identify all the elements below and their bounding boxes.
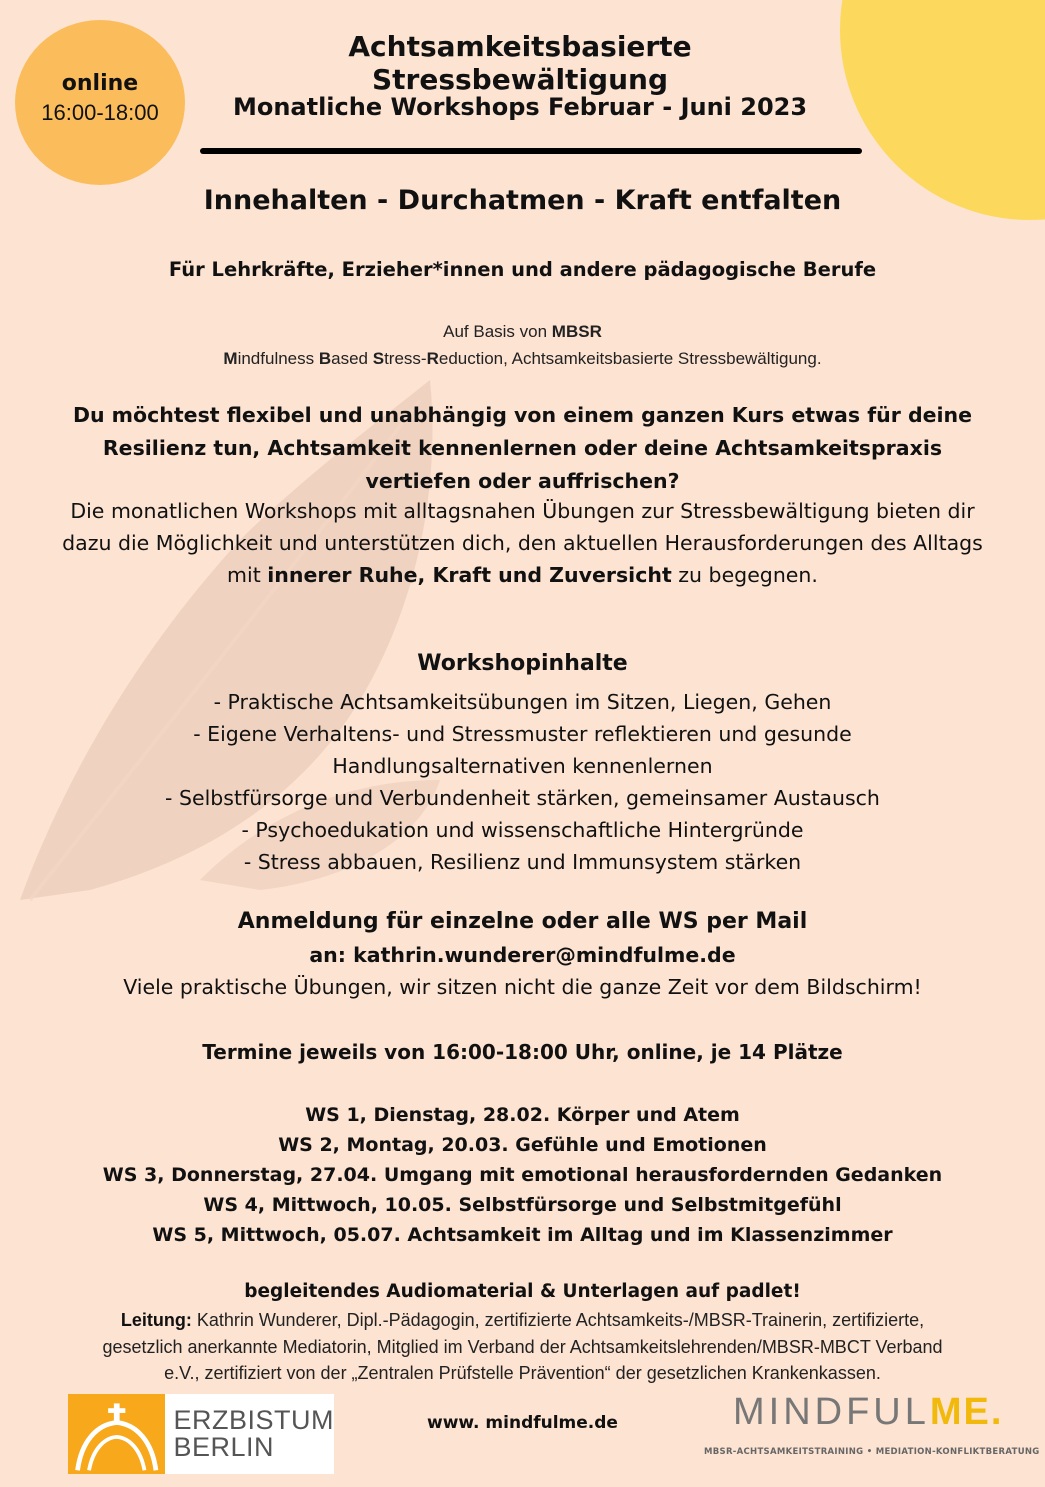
logo-right-tagline: MBSR-ACHTSAMKEITSTRAINING • MEDIATION-KONFLIKTBERATUNG xyxy=(704,1447,1040,1457)
workshop-list xyxy=(0,1100,1045,1250)
registration-title: Anmeldung für einzelne oder alle WS per Mail xyxy=(237,909,808,934)
page-title: Achtsamkeitsbasierte Stressbewältigung xyxy=(348,30,692,96)
logo-right-name: MINDFUL xyxy=(733,1391,930,1433)
logo-left-line2: BERLIN xyxy=(173,1432,275,1462)
description-text: Die monatlichen Workshops mit alltagsnahen Übungen zur Stressbewältigung bieten dir dazu die Möglichkeit und unterstützen dich, den aktuellen Herausforderungen des Alltags mit innerer Ruhe, Kraft und Zuversicht zu begegnen. xyxy=(62,499,983,587)
dates-title: Termine jeweils von 16:00-18:00 Uhr, online, je 14 Plätze xyxy=(202,1040,843,1064)
list-item: WS 4, Mittwoch, 10.05. Selbstfürsorge und Selbstmitgefühl xyxy=(203,1194,842,1216)
erzbistum-berlin-logo xyxy=(68,1394,334,1474)
list-item: WS 2, Montag, 20.03. Gefühle und Emotionen xyxy=(278,1134,767,1156)
badge-mode: online xyxy=(61,71,139,96)
list-item: - Psychoedukation und wissenschaftliche Hintergründe xyxy=(241,818,804,842)
list-item: Handlungsalternativen kennenlernen xyxy=(332,754,713,778)
registration-email[interactable]: an: kathrin.wunderer@mindfulme.de xyxy=(309,943,736,967)
list-item: WS 1, Dienstag, 28.02. Körper und Atem xyxy=(305,1104,740,1126)
contents-list xyxy=(0,686,1045,878)
leader-info xyxy=(90,1307,955,1387)
target-group: Für Lehrkräfte, Erzieher*innen und andere pädagogische Berufe xyxy=(168,258,877,281)
online-time-badge xyxy=(15,20,185,185)
logo-left-line1: ERZBISTUM xyxy=(173,1405,334,1435)
contents-title: Workshopinhalte xyxy=(417,651,628,676)
logo-right-me: ME xyxy=(929,1391,991,1433)
leader-text: Kathrin Wunderer, Dipl.-Pädagogin, zertifizierte Achtsamkeits-/MBSR-Trainerin, zertifizierte, gesetzlich anerkannte Mediatorin, Mitglied im Verband der Achtsamkeitslehrenden/MBSR-MBCT Verband e.V., zertifiziert von der „Zentralen Prüfstelle Prävention“ der gesetzlichen Krankenkassen. xyxy=(102,1310,943,1383)
basis-expansion: Mindfulness Based Stress-Reduction, Achtsamkeitsbasierte Stressbewältigung. xyxy=(223,349,822,368)
list-item: - Selbstfürsorge und Verbundenheit stärken, gemeinsamer Austausch xyxy=(165,786,880,810)
list-item: - Stress abbauen, Resilienz und Immunsystem stärken xyxy=(243,850,802,874)
church-emblem-icon xyxy=(68,1394,165,1474)
basis-prefix: Auf Basis von xyxy=(443,322,552,341)
list-item: WS 5, Mittwoch, 05.07. Achtsamkeit im Alltag und im Klassenzimmer xyxy=(152,1224,893,1246)
mindfulme-logo: MINDFULME. MBSR-ACHTSAMKEITSTRAINING • MEDIATION-KONFLIKTBERATUNG xyxy=(704,1391,1040,1457)
leader-label: Leitung: xyxy=(120,1310,192,1330)
materials-note: begleitendes Audiomaterial & Unterlagen auf padlet! xyxy=(244,1281,801,1302)
list-item: - Praktische Achtsamkeitsübungen im Sitzen, Liegen, Gehen xyxy=(213,690,832,714)
badge-time: 16:00-18:00 xyxy=(41,100,159,125)
registration-note: Viele praktische Übungen, wir sitzen nicht die ganze Zeit vor dem Bildschirm! xyxy=(123,975,922,999)
basis-acronym: MBSR xyxy=(551,322,602,341)
title-divider xyxy=(200,148,862,154)
motto: Innehalten - Durchatmen - Kraft entfalten xyxy=(203,185,842,216)
list-item: WS 3, Donnerstag, 27.04. Umgang mit emotional herausfordernden Gedanken xyxy=(102,1164,943,1186)
list-item: - Eigene Verhaltens- und Stressmuster reflektieren und gesunde xyxy=(193,722,852,746)
question-text: Du möchtest flexibel und unabhängig von einem ganzen Kurs etwas für deine Resilienz tun, Achtsamkeit kennenlernen oder deine Achtsamkeitspraxis vertiefen oder auffrischen? xyxy=(72,403,973,493)
basis-text xyxy=(0,318,1045,372)
page-subtitle: Monatliche Workshops Februar - Juni 2023 xyxy=(232,93,808,121)
website-link[interactable]: www. mindfulme.de xyxy=(427,1413,618,1433)
